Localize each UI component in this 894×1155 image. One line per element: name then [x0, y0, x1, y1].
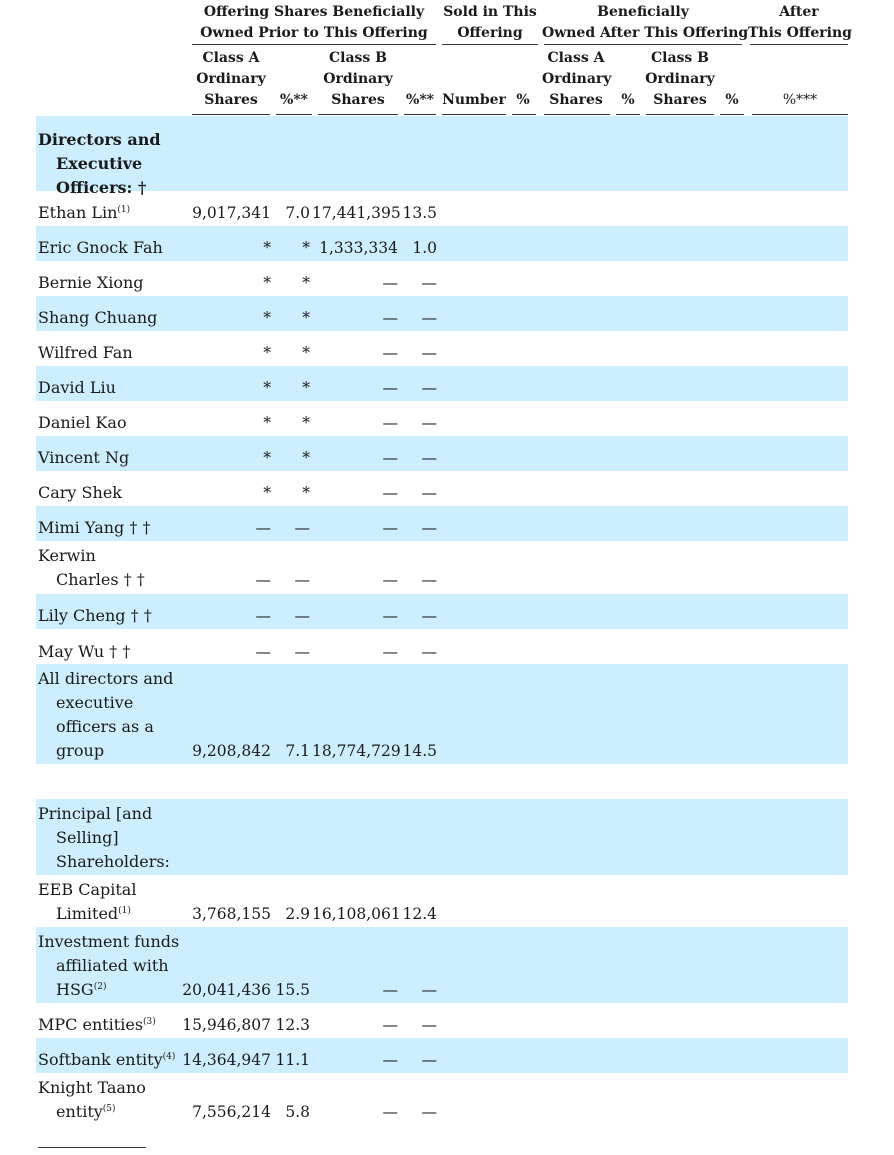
row-band	[36, 506, 848, 541]
footnote-ref: (2)	[93, 982, 107, 992]
table-cell: *	[302, 344, 310, 362]
row-label-text: Kerwin	[38, 546, 96, 565]
row-label-text: Ethan Lin	[38, 203, 118, 222]
row-label-continuation	[38, 152, 142, 176]
table-cell: —	[421, 379, 437, 397]
row-label-text: Cary Shek	[38, 483, 122, 502]
row-label-text: Knight Taano	[38, 1078, 146, 1097]
header-underline	[442, 44, 538, 45]
header-underline	[192, 44, 436, 45]
table-cell: 3,768,155	[192, 905, 271, 923]
footnote-ref: (1)	[118, 906, 131, 916]
row-label	[38, 128, 161, 152]
table-cell: 11.1	[275, 1051, 310, 1069]
row-label-continuation	[38, 826, 119, 850]
subheader-class-b-after	[644, 48, 716, 111]
table-cell: *	[263, 379, 271, 397]
table-cell: —	[382, 981, 398, 999]
row-band	[36, 436, 848, 471]
subheader-line: Shares	[204, 92, 258, 108]
subheader-percent-a-prior: %**	[280, 92, 308, 108]
row-label-text: Daniel Kao	[38, 413, 127, 432]
table-cell: *	[302, 379, 310, 397]
table-cell: —	[382, 1016, 398, 1034]
header-after-offering	[748, 2, 850, 44]
row-label-continuation	[38, 1100, 116, 1124]
row-label-text: group	[56, 741, 105, 760]
subheader-class-a-prior	[192, 48, 270, 111]
subheader-class-a-after	[542, 48, 610, 111]
table-cell: —	[421, 1016, 437, 1034]
subheader-underline	[752, 114, 848, 115]
header-owned-after-offering	[542, 2, 749, 44]
table-cell: —	[421, 344, 437, 362]
table-cell: —	[421, 1051, 437, 1069]
subheader-underline	[616, 114, 640, 115]
subheader-number-sold: Number	[442, 92, 506, 108]
table-cell: —	[421, 414, 437, 432]
row-label	[38, 306, 157, 330]
row-label-text: entity	[56, 1102, 103, 1121]
table-cell: —	[294, 519, 310, 537]
table-cell: 7.0	[285, 204, 310, 222]
table-cell: —	[382, 571, 398, 589]
table-cell: —	[382, 344, 398, 362]
subheader-line: Class A	[202, 50, 260, 66]
row-band	[36, 296, 848, 331]
table-cell: —	[382, 274, 398, 292]
subheader-line: Ordinary	[196, 71, 266, 87]
row-label-text: All directors and	[38, 669, 174, 688]
table-cell: *	[302, 449, 310, 467]
row-label-text: Softbank entity	[38, 1050, 163, 1069]
row-label	[38, 802, 152, 826]
table-cell: —	[255, 571, 271, 589]
header-line: Offering	[457, 25, 523, 41]
header-underline	[750, 44, 848, 45]
row-label-text: Mimi Yang † †	[38, 518, 151, 537]
header-underline	[544, 44, 742, 45]
table-cell: 15.5	[275, 981, 310, 999]
table-cell: —	[421, 571, 437, 589]
table-cell: *	[263, 274, 271, 292]
subheader-line: Shares	[549, 92, 603, 108]
header-line: Owned Prior to This Offering	[200, 25, 428, 41]
row-label	[38, 201, 130, 225]
row-label-text: executive	[56, 693, 134, 712]
subheader-percent-b-prior: %**	[406, 92, 434, 108]
footnote-ref: (5)	[102, 1104, 116, 1114]
subheader-line: Class B	[650, 50, 709, 66]
row-label-continuation	[38, 850, 170, 874]
row-label	[38, 376, 116, 400]
table-cell: *	[263, 344, 271, 362]
subheader-line: Shares	[331, 92, 385, 108]
row-label	[38, 1048, 175, 1072]
header-line: After	[779, 4, 819, 20]
subheader-line: Class A	[547, 50, 605, 66]
row-label-text: Executive	[56, 154, 143, 173]
subheader-underline	[192, 114, 270, 115]
row-label	[38, 271, 144, 295]
row-label	[38, 236, 163, 260]
subheader-class-b-prior	[318, 48, 398, 111]
row-label-text: MPC entities	[38, 1015, 144, 1034]
row-label-continuation	[38, 978, 106, 1002]
row-label	[38, 544, 96, 568]
subheader-underline	[720, 114, 744, 115]
row-label	[38, 516, 150, 540]
row-label-text: Charles † †	[56, 570, 145, 589]
subheader-line: Ordinary	[542, 71, 612, 87]
row-label-text: David Liu	[38, 378, 116, 397]
row-label-text: Bernie Xiong	[38, 273, 144, 292]
row-label-continuation	[38, 715, 154, 739]
subheader-line: Ordinary	[645, 71, 715, 87]
footnote-rule	[38, 1147, 146, 1148]
table-cell: —	[421, 309, 437, 327]
subheader-underline	[276, 114, 312, 115]
subheader-line: Shares	[653, 92, 707, 108]
table-cell: —	[294, 571, 310, 589]
row-label	[38, 1013, 156, 1037]
table-cell: 14.5	[402, 742, 437, 760]
table-cell: —	[382, 643, 398, 661]
table-cell: —	[294, 643, 310, 661]
table-cell: —	[255, 519, 271, 537]
table-cell: 7,556,214	[192, 1103, 271, 1121]
table-cell: 9,017,341	[192, 204, 271, 222]
row-label-text: Shareholders:	[56, 852, 170, 871]
row-label-continuation	[38, 954, 169, 978]
table-cell: 17,441,395	[312, 204, 401, 222]
subheader-underline	[646, 114, 714, 115]
row-label	[38, 878, 136, 902]
row-label-text: HSG	[56, 980, 94, 999]
row-label-text: Lily Cheng † †	[38, 606, 152, 625]
row-label	[38, 640, 130, 664]
footnote-ref: (1)	[117, 205, 131, 215]
table-cell: 1.0	[412, 239, 437, 257]
subheader-underline	[544, 114, 610, 115]
table-cell: 12.3	[275, 1016, 310, 1034]
table-cell: —	[421, 449, 437, 467]
row-band	[36, 366, 848, 401]
row-label-continuation	[38, 176, 146, 200]
table-cell: —	[421, 274, 437, 292]
header-line: Beneficially	[597, 4, 689, 20]
row-label	[38, 667, 173, 691]
table-cell: 20,041,436	[182, 981, 271, 999]
table-cell: 16,108,061	[312, 905, 401, 923]
header-prior-offering	[190, 2, 438, 44]
table-cell: 13.5	[402, 204, 437, 222]
row-label-continuation	[38, 691, 133, 715]
table-cell: 18,774,729	[312, 742, 401, 760]
header-sold-in-offering	[440, 2, 540, 44]
table-cell: —	[421, 519, 437, 537]
row-label-text: Limited	[56, 904, 119, 923]
table-cell: —	[382, 309, 398, 327]
table-cell: 7.1	[285, 742, 310, 760]
row-label-text: Principal [and	[38, 804, 153, 823]
table-cell: —	[255, 607, 271, 625]
row-label-text: EEB Capital	[38, 880, 137, 899]
table-cell: 14,364,947	[182, 1051, 271, 1069]
table-cell: *	[263, 309, 271, 327]
header-line: Sold in This	[443, 4, 537, 20]
subheader-underline	[442, 114, 506, 115]
table-cell: *	[302, 414, 310, 432]
table-cell: —	[421, 484, 437, 502]
table-cell: —	[421, 643, 437, 661]
row-label-continuation	[38, 902, 131, 926]
table-cell: *	[263, 484, 271, 502]
subheader-percent-sold: %	[516, 92, 530, 108]
table-cell: 12.4	[402, 905, 437, 923]
table-cell: —	[382, 379, 398, 397]
header-line: Owned After This Offering	[542, 25, 749, 41]
header-line: Offering Shares Beneficially	[203, 4, 425, 20]
row-label-text: May Wu † †	[38, 642, 131, 661]
subheader-percent-a-after: %	[621, 92, 635, 108]
subheader-underline	[318, 114, 398, 115]
row-label	[38, 1076, 146, 1100]
row-label-text: Investment funds	[38, 932, 180, 951]
table-cell: —	[382, 414, 398, 432]
table-cell: —	[382, 1103, 398, 1121]
table-cell: *	[263, 239, 271, 257]
table-cell: 15,946,807	[182, 1016, 271, 1034]
table-cell: —	[382, 449, 398, 467]
table-cell: —	[421, 1103, 437, 1121]
row-label-text: Shang Chuang	[38, 308, 158, 327]
table-cell: —	[382, 519, 398, 537]
row-label	[38, 411, 127, 435]
table-cell: —	[382, 1051, 398, 1069]
table-cell: *	[302, 274, 310, 292]
row-label-text: Selling]	[56, 828, 119, 847]
row-label	[38, 341, 133, 365]
row-label-text: Wilfred Fan	[38, 343, 133, 362]
table-cell: *	[302, 309, 310, 327]
table-cell: 9,208,842	[192, 742, 271, 760]
table-cell: 5.8	[285, 1103, 310, 1121]
table-cell: —	[421, 981, 437, 999]
footnote-ref: (4)	[162, 1052, 176, 1062]
subheader-line: Ordinary	[323, 71, 393, 87]
row-label-text: affiliated with	[56, 956, 169, 975]
subheader-underline	[404, 114, 436, 115]
table-cell: —	[294, 607, 310, 625]
table-cell: *	[302, 484, 310, 502]
table-cell: *	[263, 449, 271, 467]
row-label-text: Officers: †	[56, 178, 147, 197]
table-cell: *	[302, 239, 310, 257]
row-label-text: Directors and	[38, 130, 161, 149]
row-label-continuation	[38, 568, 145, 592]
subheader-underline	[512, 114, 536, 115]
row-label	[38, 446, 129, 470]
table-cell: —	[421, 607, 437, 625]
row-band	[36, 594, 848, 629]
subheader-percent-b-after: %	[725, 92, 739, 108]
table-cell: —	[382, 607, 398, 625]
subheader-percent-after: %***	[782, 92, 818, 108]
row-label	[38, 930, 179, 954]
footnote-ref: (3)	[143, 1017, 156, 1027]
row-label-text: Eric Gnock Fah	[38, 238, 163, 257]
row-label	[38, 481, 122, 505]
table-cell: 2.9	[285, 905, 310, 923]
row-label-continuation	[38, 739, 104, 763]
table-cell: —	[255, 643, 271, 661]
header-line: This Offering	[748, 25, 852, 41]
row-label-text: officers as a	[56, 717, 154, 736]
subheader-line: Class B	[328, 50, 387, 66]
table-cell: *	[263, 414, 271, 432]
table-cell: 1,333,334	[319, 239, 398, 257]
table-cell: —	[382, 484, 398, 502]
row-label-text: Vincent Ng	[38, 448, 130, 467]
row-label	[38, 604, 152, 628]
